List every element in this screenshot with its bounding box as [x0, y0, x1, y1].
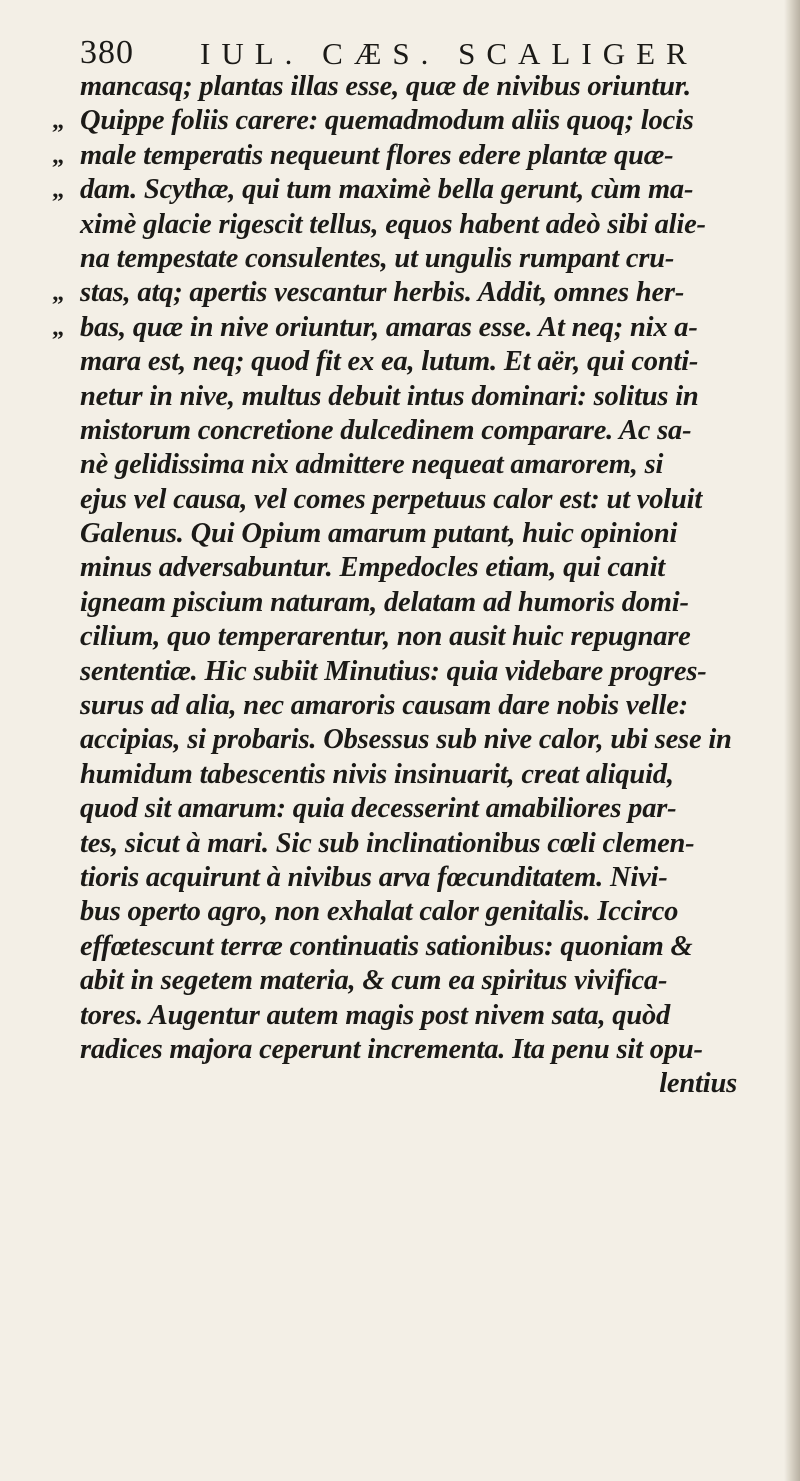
text-line: [52, 999, 777, 1033]
text-line: [52, 448, 777, 482]
text-line: [52, 104, 777, 138]
line-text: sententiæ. Hic subiit Minutius: quia videbare progres-: [80, 655, 707, 687]
text-line: [52, 380, 777, 414]
page-number: 380: [80, 34, 134, 71]
line-text: Quippe foliis carere: quemadmodum aliis quoq; locis: [80, 105, 694, 137]
line-text: mistorum concretione dulcedinem comparare. Ac sa-: [80, 414, 692, 446]
line-text: nè gelidissima nix admittere nequeat amarorem, si: [80, 449, 664, 481]
quote-mark: „: [52, 314, 64, 341]
line-text: humidum tabescentis nivis insinuarit, creat aliquid,: [80, 758, 674, 790]
text-line: [52, 861, 777, 895]
line-text: na tempestate consulentes, ut ungulis rumpant cru-: [80, 242, 675, 274]
text-line: [52, 827, 777, 861]
line-text: ejus vel causa, vel comes perpetuus calor est: ut voluit: [80, 483, 703, 515]
text-line: [52, 208, 777, 242]
line-text: radices majora ceperunt incrementa. Ita penu sit opu-: [80, 1033, 703, 1065]
text-line: [52, 414, 777, 448]
running-title: IUL. CÆS. SCALIGER: [200, 36, 698, 71]
text-line: [52, 586, 777, 620]
text-line: [52, 1033, 777, 1067]
line-text: tes, sicut à mari. Sic sub inclinationibus cœli clemen-: [80, 827, 695, 859]
text-line: [52, 655, 777, 689]
text-line: [52, 483, 777, 517]
text-line: [52, 173, 777, 207]
line-text: ximè glacie rigescit tellus, equos habent adeò sibi alie-: [80, 208, 706, 240]
line-text: cilium, quo temperarentur, non ausit huic repugnare: [80, 621, 691, 653]
catchword: lentius: [659, 1068, 737, 1100]
line-text: surus ad alia, nec amaroris causam dare nobis velle:: [80, 690, 688, 722]
line-text: tioris acquirunt à nivibus arva fœcunditatem. Nivi-: [80, 861, 668, 893]
quote-mark: „: [52, 142, 64, 169]
line-text: bus operto agro, non exhalat calor genitalis. Iccirco: [80, 896, 679, 928]
line-text: accipias, si probaris. Obsessus sub nive calor, ubi sese in: [80, 724, 732, 756]
text-line: [52, 723, 777, 757]
text-line: [52, 689, 777, 723]
text-line: [52, 311, 777, 345]
line-text: mancasq; plantas illas esse, quæ de nivibus oriuntur.: [80, 71, 691, 102]
line-text: netur in nive, multus debuit intus dominari: solitus in: [80, 380, 699, 412]
text-line: [52, 551, 777, 585]
line-text: mara est, neq; quod fit ex ea, lutum. Et aër, qui conti-: [80, 346, 699, 378]
page-header: [80, 34, 760, 74]
line-text: dam. Scythæ, qui tum maximè bella gerunt, cùm ma-: [80, 174, 694, 206]
quote-mark: „: [52, 177, 64, 204]
line-text: Galenus. Qui Opium amarum putant, huic opinioni: [80, 518, 678, 550]
body-text: [52, 70, 777, 1102]
text-line: [52, 620, 777, 654]
line-text: abit in segetem materia, & cum ea spiritus vivifica-: [80, 965, 668, 997]
text-line: [52, 758, 777, 792]
line-text: tores. Augentur autem magis post nivem sata, quòd: [80, 999, 671, 1031]
page-edge: [784, 0, 800, 1481]
line-text: effœtescunt terræ continuatis sationibus: quoniam &: [80, 930, 693, 962]
text-line: [52, 242, 777, 276]
quote-mark: „: [52, 280, 64, 307]
catchword-line: [52, 1067, 777, 1101]
line-text: minus adversabuntur. Empedocles etiam, qui canit: [80, 552, 666, 584]
line-text: stas, atq; apertis vescantur herbis. Addit, omnes her-: [80, 277, 685, 309]
text-line: [52, 139, 777, 173]
line-text: igneam piscium naturam, delatam ad humoris domi-: [80, 586, 689, 618]
text-line: [52, 930, 777, 964]
text-line: [52, 792, 777, 826]
text-line: [52, 276, 777, 310]
quote-mark: „: [52, 108, 64, 135]
text-line: [52, 964, 777, 998]
text-line: [52, 70, 777, 104]
text-line: [52, 345, 777, 379]
text-line: [52, 895, 777, 929]
line-text: quod sit amarum: quia decesserint amabiliores par-: [80, 793, 677, 825]
line-text: male temperatis nequeunt flores edere plantæ quæ-: [80, 139, 674, 171]
text-line: [52, 517, 777, 551]
line-text: bas, quæ in nive oriuntur, amaras esse. At neq; nix a-: [80, 311, 698, 343]
